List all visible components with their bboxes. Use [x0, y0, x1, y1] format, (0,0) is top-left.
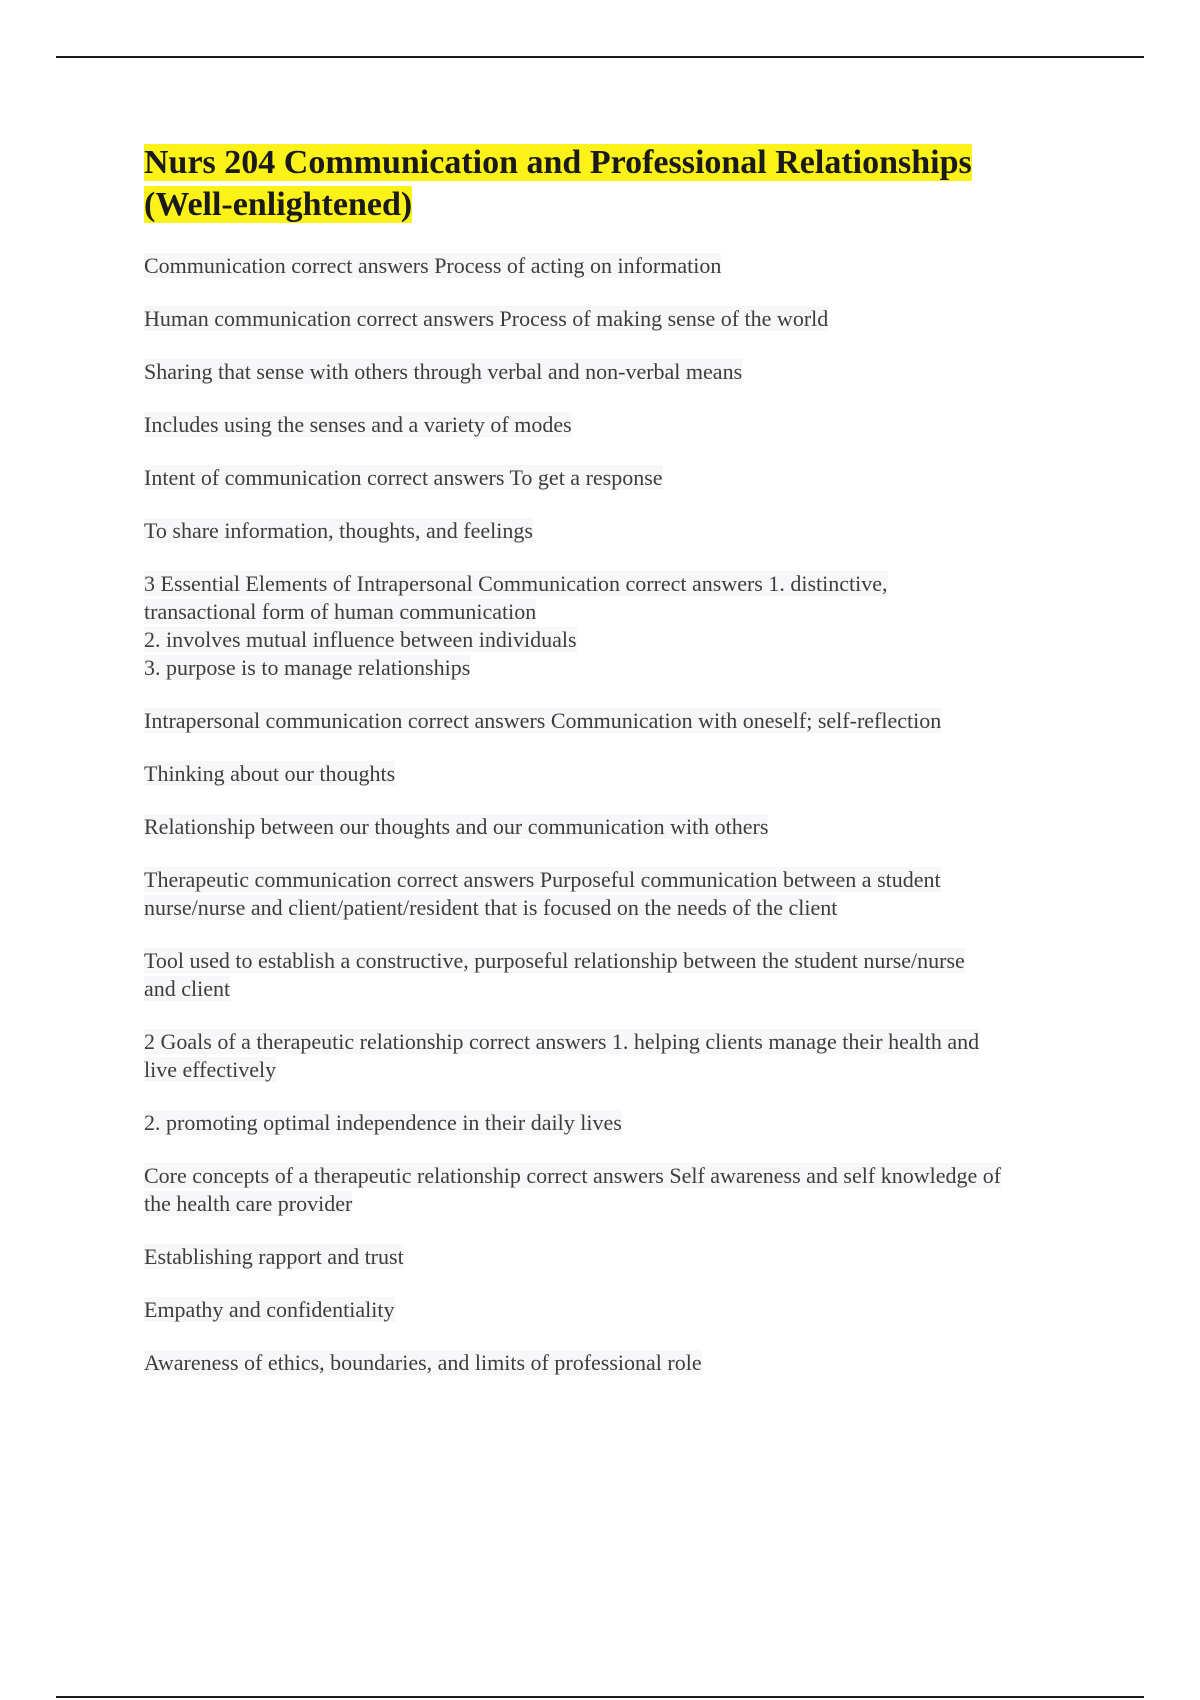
paragraph: Tool used to establish a constructive, purposeful relationship between the student nurse/nurse and client — [144, 948, 965, 1001]
paragraph: Communication correct answers Process of acting on information — [144, 253, 722, 278]
paragraph: Includes using the senses and a variety of modes — [144, 412, 572, 437]
document-body — [144, 142, 1104, 1402]
paragraph: Human communication correct answers Process of making sense of the world — [144, 306, 829, 331]
paragraph: Intent of communication correct answers To get a response — [144, 465, 663, 490]
paragraph: To share information, thoughts, and feelings — [144, 518, 533, 543]
paragraph: Awareness of ethics, boundaries, and limits of professional role — [144, 1350, 702, 1375]
document-title — [144, 142, 1104, 226]
paragraph: Establishing rapport and trust — [144, 1244, 404, 1269]
paragraph: Core concepts of a therapeutic relationship correct answers Self awareness and self knowledge of the health care provider — [144, 1163, 1002, 1216]
title-line-2: (Well-enlightened) — [144, 186, 413, 223]
paragraph: Relationship between our thoughts and our communication with others — [144, 814, 769, 839]
paragraph: Thinking about our thoughts — [144, 761, 396, 786]
paragraph: 3 Essential Elements of Intrapersonal Communication correct answers 1. distinctive, transactional form of human communication 2. involves mutual influence between individuals 3. purpose is to manage relationships — [144, 571, 888, 680]
paragraph: Therapeutic communication correct answers Purposeful communication between a student nurse/nurse and client/patient/resident that is focused on the needs of the client — [144, 867, 941, 920]
paragraph: 2 Goals of a therapeutic relationship correct answers 1. helping clients manage their health and live effectively — [144, 1029, 980, 1082]
paragraph: 2. promoting optimal independence in their daily lives — [144, 1110, 622, 1135]
top-rule — [56, 56, 1144, 58]
title-line-1: Nurs 204 Communication and Professional Relationships — [144, 144, 972, 181]
paragraph: Intrapersonal communication correct answers Communication with oneself; self-reflection — [144, 708, 942, 733]
paragraph: Empathy and confidentiality — [144, 1297, 395, 1322]
bottom-rule — [56, 1696, 1144, 1698]
paragraph: Sharing that sense with others through verbal and non-verbal means — [144, 359, 743, 384]
